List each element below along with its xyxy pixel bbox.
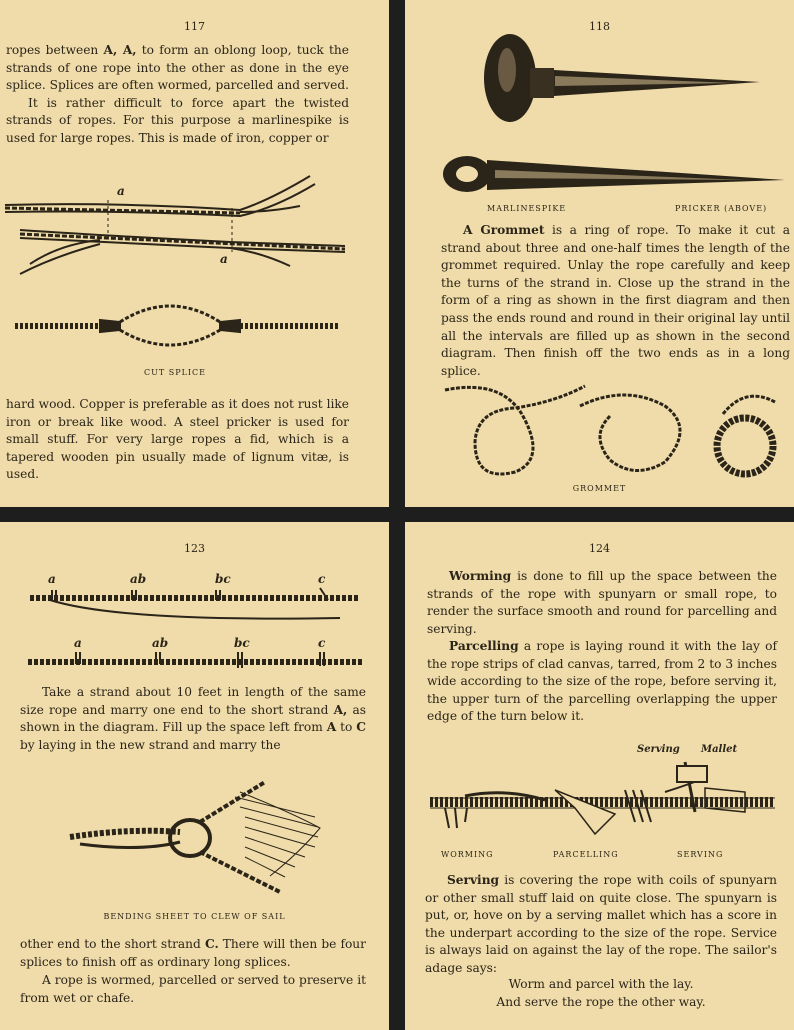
row2-label-bc: bc xyxy=(234,636,250,650)
bold-label: C xyxy=(356,720,366,735)
text: to form an oblong loop, tuck the strands of one rope into the other as done in the eye splice. Splices are often wormed, parcelled and served. xyxy=(6,43,349,93)
adage-line-2: And serve the rope the other way. xyxy=(496,994,706,1009)
text: by laying in the new strand and marry the xyxy=(20,737,281,752)
paragraph-marlinespike: It is rather difficult to force apart the twisted strands of ropes. For this purpose a marlinespike is used for large ropes. This is made of iron, copper or xyxy=(6,95,349,145)
bold-label: Worming xyxy=(449,569,512,583)
paragraph-worming xyxy=(427,568,777,638)
row1-label-a: a xyxy=(48,572,56,586)
text: other end to the short strand xyxy=(20,937,205,951)
page-number: 117 xyxy=(184,20,205,33)
paragraph-take-strand xyxy=(20,684,366,754)
marlinespike-icon xyxy=(443,156,785,192)
caption-pricker: PRICKER (ABOVE) xyxy=(675,204,768,213)
bold-label: Serving xyxy=(447,873,500,887)
text: is covering the rope with coils of spunyarn or other small stuff laid on quite close. The spunyarn is put, or, hove on by a serving mallet which has a score in the underpart according to the size of the rope. Service is always laid on against the lay of the rope. The sailor's adage says: xyxy=(425,873,777,975)
page-number: 123 xyxy=(184,542,205,555)
page-118 xyxy=(405,0,794,507)
caption-worming: WORMING xyxy=(441,850,494,859)
paragraph-grommet xyxy=(441,222,790,380)
strand-diagram xyxy=(0,582,389,672)
caption-marlinespike: MARLINESPIKE xyxy=(487,204,567,213)
bending-sheet-diagram xyxy=(40,772,340,902)
page-124 xyxy=(405,522,794,1030)
adage xyxy=(425,976,777,1011)
text: is done to fill up the space between the strands of the rope with spunyarn or small rope, to render the surface smooth and round for parcelling and serving. xyxy=(427,569,777,636)
text: to xyxy=(336,720,357,735)
text: a rope is laying round it with the lay of the rope strips of clad canvas, tarred, from 2 to 3 inches wide according to the size of the rope, before serving it, the upper turn of the parcelling overlapping the upper edge of the turn below it. xyxy=(427,639,777,724)
label-a-top: a xyxy=(117,184,125,198)
paragraph-hard-wood: hard wood. Copper is preferable as it does not rust like iron or break like wood. A steel pricker is used for small stuff. For very large ropes a fid, which is a tapered wooden pin usually made of lignum vitæ, is used. xyxy=(6,397,349,482)
row2-label-ab: ab xyxy=(152,636,169,650)
paragraph-serving xyxy=(425,872,777,978)
paragraph-other-end xyxy=(20,936,366,971)
page-123 xyxy=(0,522,389,1030)
bold-label: Parcelling xyxy=(449,639,519,653)
adage-line-1: Worm and parcel with the lay. xyxy=(508,977,694,991)
bold-label: A, A, xyxy=(103,43,137,57)
label-serving: Serving xyxy=(637,744,680,755)
page-number: 124 xyxy=(589,542,610,555)
text: Take a strand about 10 feet in length of the same size rope and marry one end to the short strand xyxy=(20,685,366,717)
text: There will then be four splices to finish off as ordinary long splices. xyxy=(20,937,366,969)
paragraph-parcelling xyxy=(427,638,777,726)
grommet-diagram xyxy=(405,380,794,490)
caption-grommet: GROMMET xyxy=(572,484,627,493)
worming-parcelling-serving-diagram xyxy=(405,742,794,842)
bold-label: A xyxy=(326,720,337,735)
bold-label: C. xyxy=(204,937,219,951)
text: ropes between xyxy=(6,43,104,57)
page-number: 118 xyxy=(589,20,610,33)
row2-label-a: a xyxy=(74,636,82,650)
pricker-icon xyxy=(484,34,760,122)
caption-cut-splice: CUT SPLICE xyxy=(143,368,207,377)
page-117 xyxy=(0,0,389,507)
cut-splice-diagram xyxy=(0,170,389,370)
caption-parcelling: PARCELLING xyxy=(553,850,619,859)
label-mallet: Mallet xyxy=(701,744,738,755)
paragraph-ropes xyxy=(6,42,349,148)
label-a-bottom: a xyxy=(220,252,228,266)
paragraph-wormed: A rope is wormed, parcelled or served to preserve it from wet or chafe. xyxy=(20,973,366,1005)
bold-label: A, xyxy=(333,702,348,717)
row1-label-bc: bc xyxy=(215,572,231,586)
text: as shown in the diagram. Fill up the space left from xyxy=(20,702,366,735)
caption-bending-sheet: BENDING SHEET TO CLEW OF SAIL xyxy=(103,912,286,921)
text: is a ring of rope. To make it cut a strand about three and one-half times the length of the grommet required. Unlay the rope carefully and keep the turns of the strand in. Close up the strand in the form of a ring as shown in the first diagram and then pass the ends round and round in their original lay until all the intervals are filled up as shown in the second diagram. Then finish off the two ends as in a long splice. xyxy=(441,223,790,378)
bold-label: A Grommet xyxy=(463,223,545,237)
row2-label-c: c xyxy=(318,636,326,650)
row1-label-c: c xyxy=(318,572,326,586)
row1-label-ab: ab xyxy=(130,572,147,586)
caption-serving: SERVING xyxy=(677,850,724,859)
marlinespike-pricker-illustration xyxy=(405,30,794,200)
